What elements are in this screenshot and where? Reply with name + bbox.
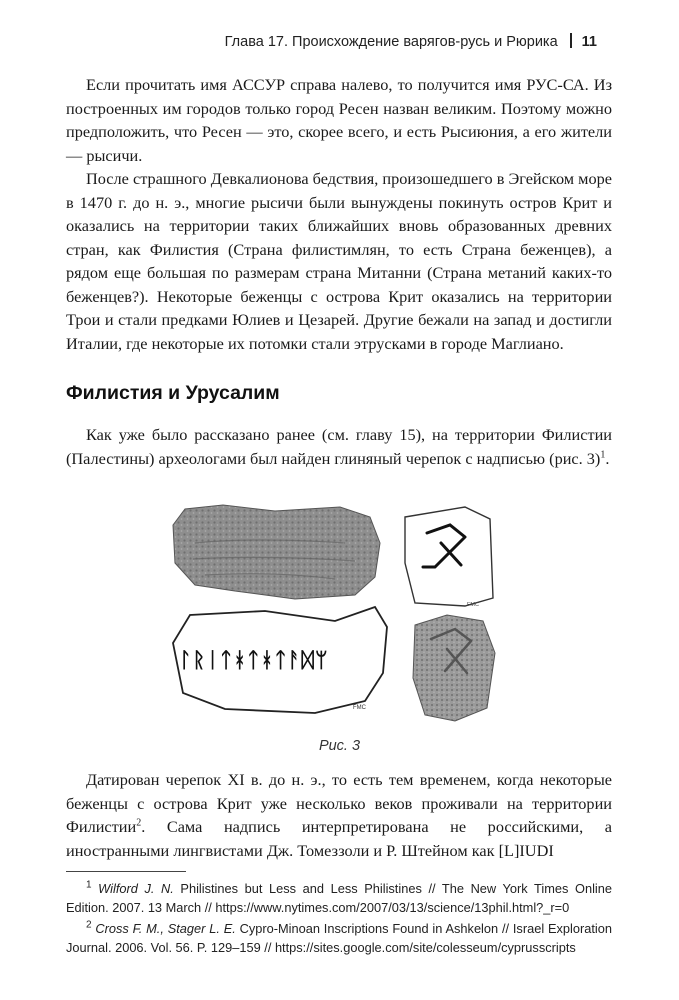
- paragraph: После страшного Девкалионова бедствия, произошедшего в Эгейском море в 1470 г. до н. э., многие рысичи были вынуждены покинуть остров Крит и оказались на территории таких ближайших вновь образованных древних стран, как Филистия (Страна филистимлян, то есть Страна беженцев), а рядом еще большая по размерам страна Митанни (Страна метаний каких-то беженцев?). Некоторые беженцы с острова Крит оказались на территории Трои и стали предками Юлиев и Цезарей. Другие бежали на запад и достигли Италии, где некоторые их потомки стали этрусками в городе Маглиано.: [66, 169, 612, 353]
- header-separator: [570, 33, 572, 48]
- section-title: Филистия и Урусалим: [66, 382, 280, 404]
- page-number: 11: [581, 34, 597, 50]
- chapter-title: Глава 17. Происхождение варягов-русь и Рюрика: [224, 34, 558, 50]
- drawing-mark: FMC: [353, 705, 366, 711]
- footnote: [66, 920, 612, 957]
- intro-end: .: [605, 448, 610, 468]
- intro-text: Как уже было рассказано ранее (см. главу 15), на территории Филистии (Палестины) археологами был найден глиняный черепок с надписью (рис. 3): [66, 425, 612, 468]
- footnote-text: Philistines but Less and Less Philistines // The New York Times Online Edition. 2007. 13 March // https://www.nytimes.com/2007/03/13/science/13phil.html?_r=0: [66, 881, 612, 915]
- footnote-text: Cypro-Minoan Inscriptions Found in Ashkelon // Israel Exploration Journal. 2006. Vol. 56. P. 129–159 // https://sites.google.com/site/colesseum/cyprusscripts: [66, 921, 612, 955]
- paragraph-text-cont: . Сама надпись интерпретирована не российскими, а иностранными лингвистами Дж. Томеззоли и Р. Штейном как [L]IUDI: [66, 817, 612, 860]
- footnote-author: Wilford J. N.: [98, 881, 174, 896]
- inscription-text: ᛚᚱᛁᛏᚼᛏᚼᛏᚨᛞᛘ: [179, 647, 329, 672]
- footnote-ref: 1: [600, 449, 606, 461]
- running-head: [225, 33, 597, 50]
- side-drawing: [405, 507, 493, 606]
- footnotes: [66, 880, 612, 960]
- drawing-mark: FMC: [467, 602, 479, 608]
- body-text-bottom: [66, 768, 612, 862]
- section-intro: [66, 423, 612, 470]
- footnote-number: 2: [86, 919, 92, 931]
- footnote: [66, 880, 612, 917]
- paragraph: [66, 768, 612, 862]
- side-photo: [413, 615, 495, 721]
- potsherd-figure: [165, 503, 505, 733]
- paragraph: Если прочитать имя АССУР справа налево, то получится имя РУС-СА. Из построенных им городов только город Ресен назван великим. Поэтому можно предположить, что Ресен — это, скорее всего, и есть Рысиюния, а его жители — рысичи.: [66, 75, 612, 165]
- sherd-photo: [173, 505, 380, 599]
- paragraph: [66, 423, 612, 470]
- figure-caption: Рис. 3: [318, 738, 361, 754]
- body-text-top: [66, 73, 612, 355]
- footnote-author: Cross F. M., Stager L. E.: [95, 921, 236, 936]
- paragraph-text: Датирован черепок XI в. до н. э., то есть тем временем, когда некоторые беженцы с острова Крит уже несколько веков проживали на территории Филистии: [66, 770, 612, 836]
- footnote-ref: 2: [136, 817, 142, 829]
- footnote-divider: [66, 871, 186, 872]
- footnote-number: 1: [86, 879, 92, 891]
